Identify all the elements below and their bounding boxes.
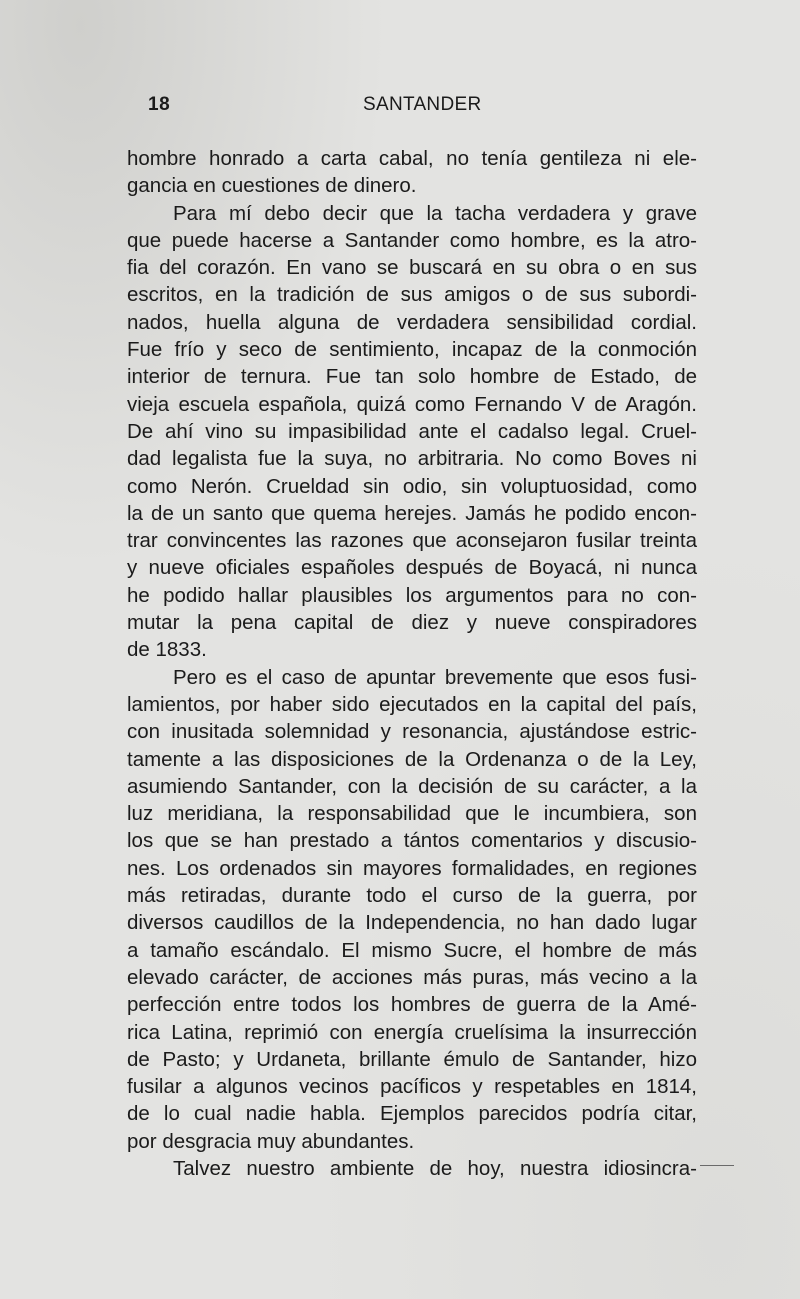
text-line: Talvez nuestro ambiente de hoy, nuestra idiosincra- xyxy=(173,1156,697,1180)
text-line: trar convincentes las razones que aconsejaron fusilar treinta xyxy=(127,529,697,553)
text-line: de lo cual nadie habla. Ejemplos parecidos podría citar, xyxy=(127,1102,697,1126)
text-line: Para mí debo decir que la tacha verdadera y grave xyxy=(173,201,697,225)
text-line: elevado carácter, de acciones más puras, más vecino a la xyxy=(127,965,697,989)
text-line: fusilar a algunos vecinos pacíficos y respetables en 1814, xyxy=(127,1075,697,1099)
page-number: 18 xyxy=(148,94,171,115)
text-line: como Nerón. Crueldad sin odio, sin voluptuosidad, como xyxy=(127,474,697,498)
running-head xyxy=(148,94,700,124)
text-line: hombre honrado a carta cabal, no tenía gentileza ni ele- xyxy=(127,147,697,170)
text-line: la de un santo que quema herejes. Jamás he podido encon- xyxy=(127,501,697,525)
header-title: SANTANDER xyxy=(363,94,482,115)
text-line: más retiradas, durante todo el curso de la guerra, por xyxy=(127,884,697,908)
text-line: de 1833. xyxy=(127,638,207,662)
text-line: luz meridiana, la responsabilidad que le incumbiera, son xyxy=(127,802,697,826)
text-line: diversos caudillos de la Independencia, no han dado lugar xyxy=(127,911,697,935)
text-line: con inusitada solemnidad y resonancia, ajustándose estric- xyxy=(127,720,697,744)
text-line: interior de ternura. Fue tan solo hombre de Estado, de xyxy=(127,365,697,389)
text-line: lamientos, por haber sido ejecutados en la capital del país, xyxy=(127,692,697,716)
text-line: Fue frío y seco de sentimiento, incapaz de la conmoción xyxy=(127,338,697,362)
text-line: perfección entre todos los hombres de guerra de la Amé- xyxy=(127,993,697,1017)
text-line: gancia en cuestiones de dinero. xyxy=(127,174,417,198)
body-text xyxy=(127,145,697,1182)
text-line: y nueve oficiales españoles después de Boyacá, ni nunca xyxy=(127,556,697,580)
text-line: por desgracia muy abundantes. xyxy=(127,1129,415,1153)
text-line: que puede hacerse a Santander como hombre, es la atro- xyxy=(127,228,697,252)
text-line: fia del corazón. En vano se buscará en su obra o en sus xyxy=(127,256,697,280)
text-line: a tamaño escándalo. El mismo Sucre, el hombre de más xyxy=(127,938,697,962)
text-line: vieja escuela española, quizá como Fernando V de Aragón. xyxy=(127,392,697,416)
text-line: mutar la pena capital de diez y nueve conspiradores xyxy=(127,611,697,635)
text-line: Pero es el caso de apuntar brevemente que esos fusi- xyxy=(173,665,697,689)
text-line: asumiendo Santander, con la decisión de su carácter, a la xyxy=(127,774,697,798)
text-line: he podido hallar plausibles los argumentos para no con- xyxy=(127,583,697,607)
text-line: dad legalista fue la suya, no arbitraria. No como Boves ni xyxy=(127,447,697,471)
catchword-dash xyxy=(700,1165,734,1166)
text-line: tamente a las disposiciones de la Ordenanza o de la Ley, xyxy=(127,747,697,771)
text-line: rica Latina, reprimió con energía cruelísima la insurrección xyxy=(127,1020,697,1044)
text-line: de Pasto; y Urdaneta, brillante émulo de Santander, hizo xyxy=(127,1047,697,1071)
text-line: De ahí vino su impasibilidad ante el cadalso legal. Cruel- xyxy=(127,419,697,443)
text-line: escritos, en la tradición de sus amigos o de sus subordi- xyxy=(127,283,697,307)
text-line: nados, huella alguna de verdadera sensibilidad cordial. xyxy=(127,310,697,334)
text-line: los que se han prestado a tántos comentarios y discusio- xyxy=(127,829,697,853)
text-line: nes. Los ordenados sin mayores formalidades, en regiones xyxy=(127,856,697,880)
